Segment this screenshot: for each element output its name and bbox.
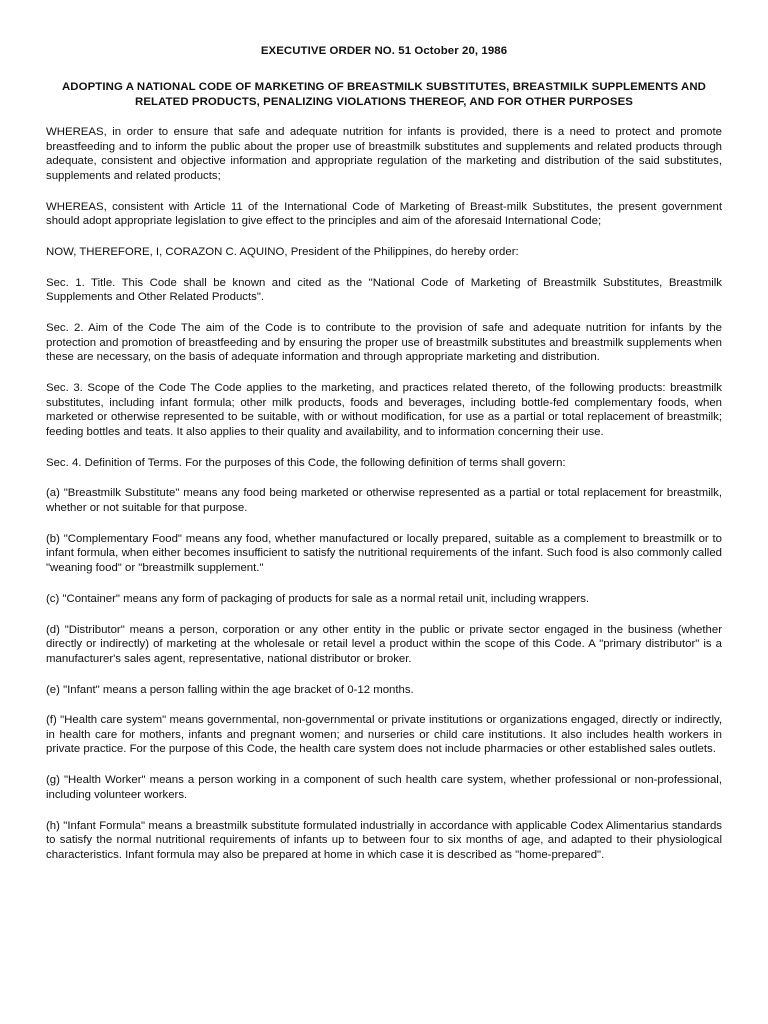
definition-h: (h) "Infant Formula" means a breastmilk substitute formulated industrially in accordance with applicable Codex Alimentarius standards to satisfy the normal nutritional requirements of infants up to between four to six months of age, and adapted to their physiological characteristics. Infant formula may also be prepared at home in which case it is described as "home-prepared".	[46, 819, 722, 861]
document-subtitle: ADOPTING A NATIONAL CODE OF MARKETING OF BREASTMILK SUBSTITUTES, BREASTMILK SUPPLEMENTS AND RELATED PRODUCTS, PENALIZING VIOLATIONS THEREOF, AND FOR OTHER PURPOSES	[61, 81, 707, 108]
section-4-definitions: Sec. 4. Definition of Terms. For the purposes of this Code, the following definition of terms shall govern:	[46, 456, 566, 469]
whereas-paragraph-2: WHEREAS, consistent with Article 11 of the International Code of Marketing of Breast-milk Substitutes, the present government should adopt appropriate legislation to give effect to the principles and aim of the aforesaid International Code;	[46, 200, 722, 228]
section-1-title: Sec. 1. Title. This Code shall be known and cited as the "National Code of Marketing of Breastmilk Substitutes, Breastmilk Supplements and Other Related Products".	[46, 276, 722, 304]
definition-b: (b) "Complementary Food" means any food, whether manufactured or locally prepared, suitable as a complement to breastmilk or to infant formula, when either becomes insufficient to satisfy the nutritional requirements of the infant. Such food is also commonly called "weaning food" or "breastmilk supplement."	[46, 532, 722, 574]
document-title: EXECUTIVE ORDER NO. 51 October 20, 1986	[260, 45, 508, 57]
section-2-aim: Sec. 2. Aim of the Code The aim of the Code is to contribute to the provision of safe and adequate nutrition for infants by the protection and promotion of breastfeeding and by ensuring the proper use of breastmilk substitutes and breastmilk supplements when these are necessary, on the basis of adequate information and through appropriate marketing and distribution.	[46, 322, 722, 364]
definition-a: (a) "Breastmilk Substitute" means any food being marketed or otherwise represented as a partial or total replacement for breastmilk, whether or not suitable for that purpose.	[46, 487, 722, 514]
definition-e: (e) "Infant" means a person falling within the age bracket of 0-12 months.	[46, 683, 414, 696]
definition-g: (g) "Health Worker" means a person working in a component of such health care system, whether professional or non-professional, including volunteer workers.	[46, 774, 722, 801]
now-therefore-paragraph: NOW, THEREFORE, I, CORAZON C. AQUINO, President of the Philippines, do hereby order:	[46, 245, 519, 258]
definition-d: (d) "Distributor" means a person, corporation or any other entity in the public or private sector engaged in the business (whether directly or indirectly) of marketing at the wholesale or retail level a product within the scope of this Code. A "primary distributor" is a manufacturer's sales agent, representative, national distributor or broker.	[46, 623, 722, 665]
definition-c: (c) "Container" means any form of packaging of products for sale as a normal retail unit, including wrappers.	[46, 592, 590, 605]
section-3-scope: Sec. 3. Scope of the Code The Code applies to the marketing, and practices related thereto, of the following products: breastmilk substitutes, including infant formula; other milk products, foods and beverages, including bottle-fed complementary foods, when marketed or otherwise represented to be suitable, with or without modification, for use as a partial or total replacement of breastmilk; feeding bottles and teats. It also applies to their quality and availability, and to information concerning their use.	[46, 382, 722, 438]
whereas-paragraph-1: WHEREAS, in order to ensure that safe and adequate nutrition for infants is provided, there is a need to protect and promote breastfeeding and to inform the public about the proper use of breastmilk substitutes and supplements and related products through adequate, consistent and objective information and appropriate regulation of the marketing and distribution of the said substitutes, supplements and related products;	[46, 126, 722, 182]
document-page	[46, 44, 722, 879]
definition-f: (f) "Health care system" means governmental, non-governmental or private institutions or organizations engaged, directly or indirectly, in health care for mothers, infants and pregnant women; and nurseries or child care institutions. It also includes health workers in private practice. For the purpose of this Code, the health care system does not include pharmacies or other established sales outlets.	[46, 714, 722, 756]
